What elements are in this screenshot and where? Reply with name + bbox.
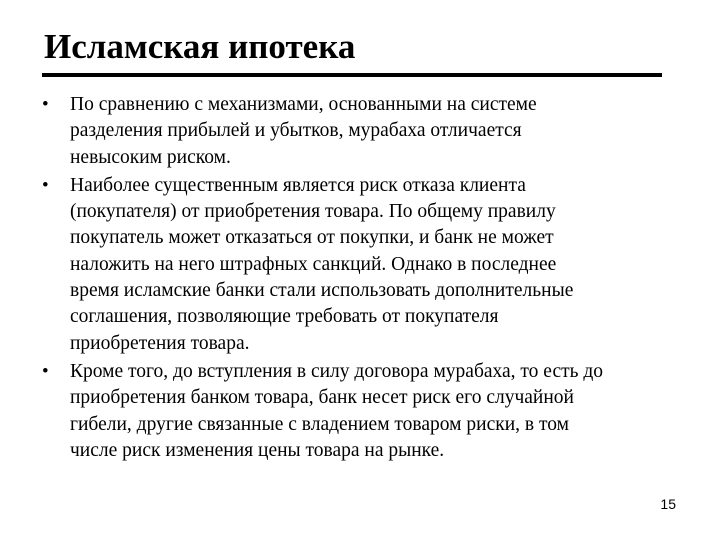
text-line: (покупателя) от приобретения товара. По общему правилу (70, 201, 556, 223)
bullet-dot-icon: • (42, 174, 49, 196)
text-line: наложить на него штрафных санкций. Однако в последнее (70, 253, 557, 275)
bullet-text (70, 359, 684, 464)
text-line: приобретения товара. (70, 332, 250, 354)
bullet-dot-icon: • (42, 360, 49, 382)
title-underline (42, 73, 662, 77)
bullet-text (70, 173, 684, 357)
page-title: Исламская ипотека (44, 27, 356, 66)
text-line: приобретения банком товара, банк несет риск его случайной (70, 387, 574, 409)
text-line: невысоким риском. (70, 146, 231, 168)
bullet-item (0, 92, 720, 171)
bullet-dot-icon: • (42, 94, 49, 115)
page-number: 15 (660, 496, 676, 512)
text-line: покупатель может отказаться от покупки, и банк не может (70, 227, 554, 249)
text-line: время исламские банки стали использовать дополнительные (70, 280, 574, 302)
text-line: Наиболее существенным является риск отказа клиента (70, 174, 526, 196)
bullet-list (0, 92, 720, 466)
bullet-text (70, 92, 684, 171)
bullet-item (0, 173, 720, 357)
text-line: По сравнению с механизмами, основанными на системе (70, 94, 537, 115)
bullet-item (0, 359, 720, 464)
text-line: соглашения, позволяющие требовать от покупателя (70, 306, 499, 328)
text-line: разделения прибылей и убытков, мурабаха отличается (70, 120, 522, 142)
text-line: числе риск изменения цены товара на рынке. (70, 439, 445, 461)
text-line: гибели, другие связанные с владением товаром риски, в том (70, 413, 569, 435)
text-line: Кроме того, до вступления в силу договора мурабаха, то есть до (70, 360, 604, 382)
